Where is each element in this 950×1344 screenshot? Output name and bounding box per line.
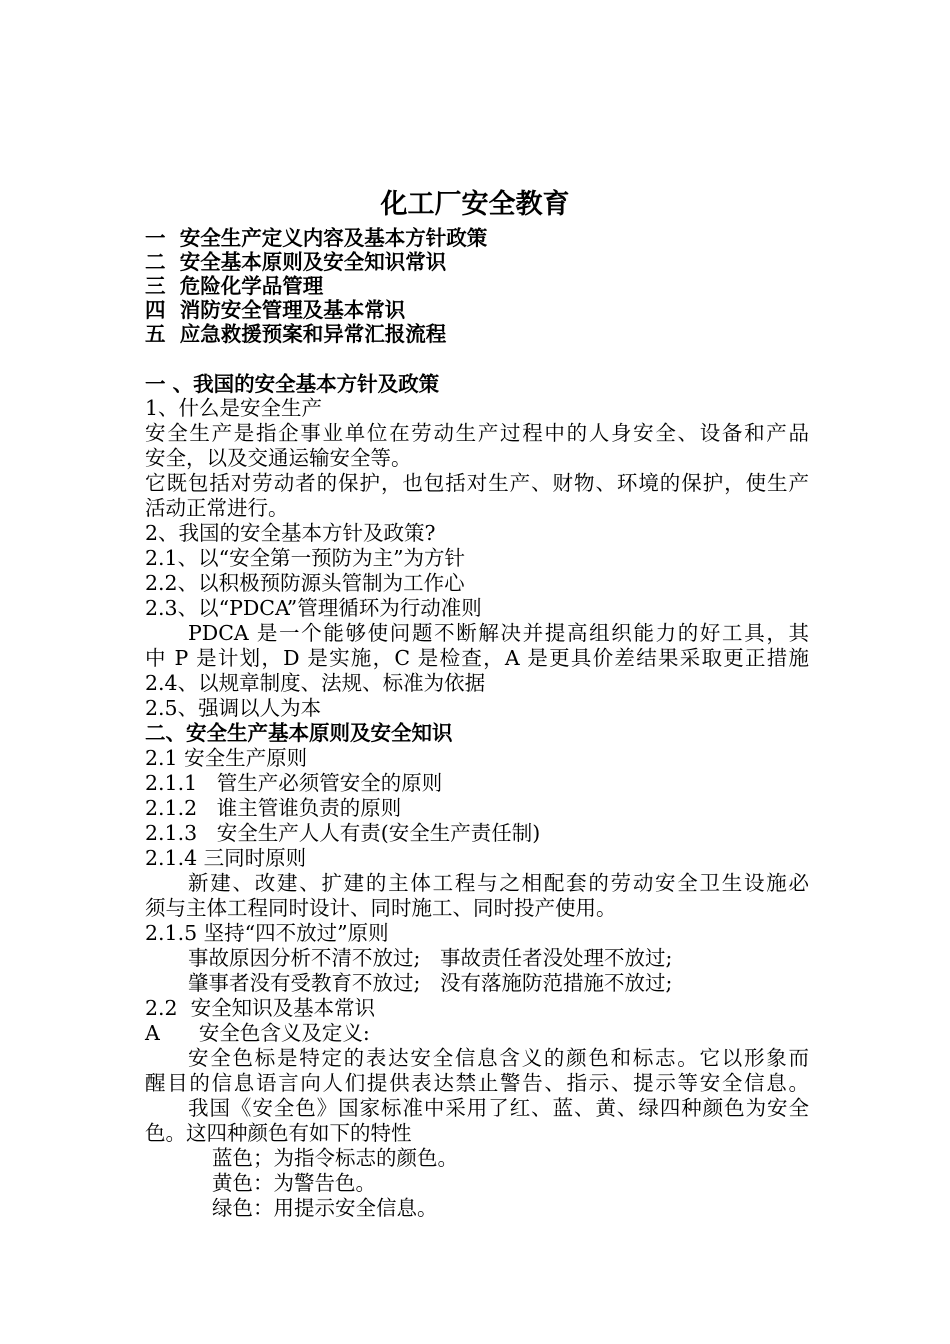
list-item: 2.1、以“安全第一预防为主”为方针: [145, 546, 466, 570]
paragraph-text: 它既包括对劳动者的保护，也包括对生产、财物、环境的保护，使生产: [145, 471, 809, 495]
color-item-blue: 蓝色；为指令标志的颜色。: [212, 1146, 458, 1170]
paragraph-text: 肇事者没有受教育不放过; 没有落施防范措施不放过;: [188, 971, 673, 995]
paragraph-text: 事故原因分析不清不放过; 事故责任者没处理不放过;: [188, 946, 673, 970]
subheading: 2.2 安全知识及基本常识: [145, 996, 376, 1020]
paragraph-text: 中 P 是计划，D 是实施，C 是检查，A 是更具价差结果采取更正措施: [145, 646, 809, 670]
list-item: 2.1.3 安全生产人人有责(安全生产责任制): [145, 821, 541, 845]
paragraph-text: 色。这四种颜色有如下的特性: [145, 1121, 412, 1145]
list-item: 2.1.2 谁主管谁负责的原则: [145, 796, 402, 820]
color-item-yellow: 黄色：为警告色。: [212, 1171, 376, 1195]
color-item-green: 绿色：用提示安全信息。: [212, 1196, 438, 1220]
list-item: 2.1.5 坚持“四不放过”原则: [145, 921, 389, 945]
question-2: 2、我国的安全基本方针及政策?: [145, 521, 436, 545]
paragraph-text: 安全色标是特定的表达安全信息含义的颜色和标志。它以形象而: [188, 1046, 809, 1070]
toc-item-5: 五 应急救援预案和异常汇报流程: [145, 322, 447, 346]
paragraph-text: 安全生产是指企事业单位在劳动生产过程中的人身安全、设备和产品: [145, 421, 809, 445]
paragraph-text: 醒目的信息语言向人们提供表达禁止警告、指示、提示等安全信息。: [145, 1071, 809, 1095]
section2-heading: 二、安全生产基本原则及安全知识: [145, 721, 453, 745]
toc-item-1: 一 安全生产定义内容及基本方针政策: [145, 226, 488, 250]
section1-heading: 一 、我国的安全基本方针及政策: [145, 372, 440, 396]
list-item: 2.4、以规章制度、法规、标准为依据: [145, 671, 486, 695]
document-title: 化工厂安全教育: [380, 189, 570, 220]
paragraph-text: 须与主体工程同时设计、同时施工、同时投产使用。: [145, 896, 617, 920]
paragraph-text: 活动正常进行。: [145, 496, 289, 520]
toc-item-4: 四 消防安全管理及基本常识: [145, 298, 406, 322]
list-item: 2.3、以“PDCA”管理循环为行动准则: [145, 596, 482, 620]
paragraph-text: PDCA 是一个能够使问题不断解决并提高组织能力的好工具，其: [188, 621, 809, 645]
list-item: 2.2、以积极预防源头管制为工作心: [145, 571, 465, 595]
list-item: 2.1.4 三同时原则: [145, 846, 307, 870]
subheading: 2.1 安全生产原则: [145, 746, 308, 770]
paragraph-text: 新建、改建、扩建的主体工程与之相配套的劳动安全卫生设施必: [188, 871, 809, 895]
toc-item-2: 二 安全基本原则及安全知识常识: [145, 250, 447, 274]
subheading: A 安全色含义及定义:: [145, 1021, 370, 1045]
paragraph-text: 我国《安全色》国家标准中采用了红、蓝、黄、绿四种颜色为安全: [188, 1096, 809, 1120]
toc-item-3: 三 危险化学品管理: [145, 274, 324, 298]
list-item: 2.5、强调以人为本: [145, 696, 322, 720]
question-1: 1、什么是安全生产: [145, 396, 323, 420]
paragraph-text: 安全，以及交通运输安全等。: [145, 446, 412, 470]
list-item: 2.1.1 管生产必须管安全的原则: [145, 771, 443, 795]
